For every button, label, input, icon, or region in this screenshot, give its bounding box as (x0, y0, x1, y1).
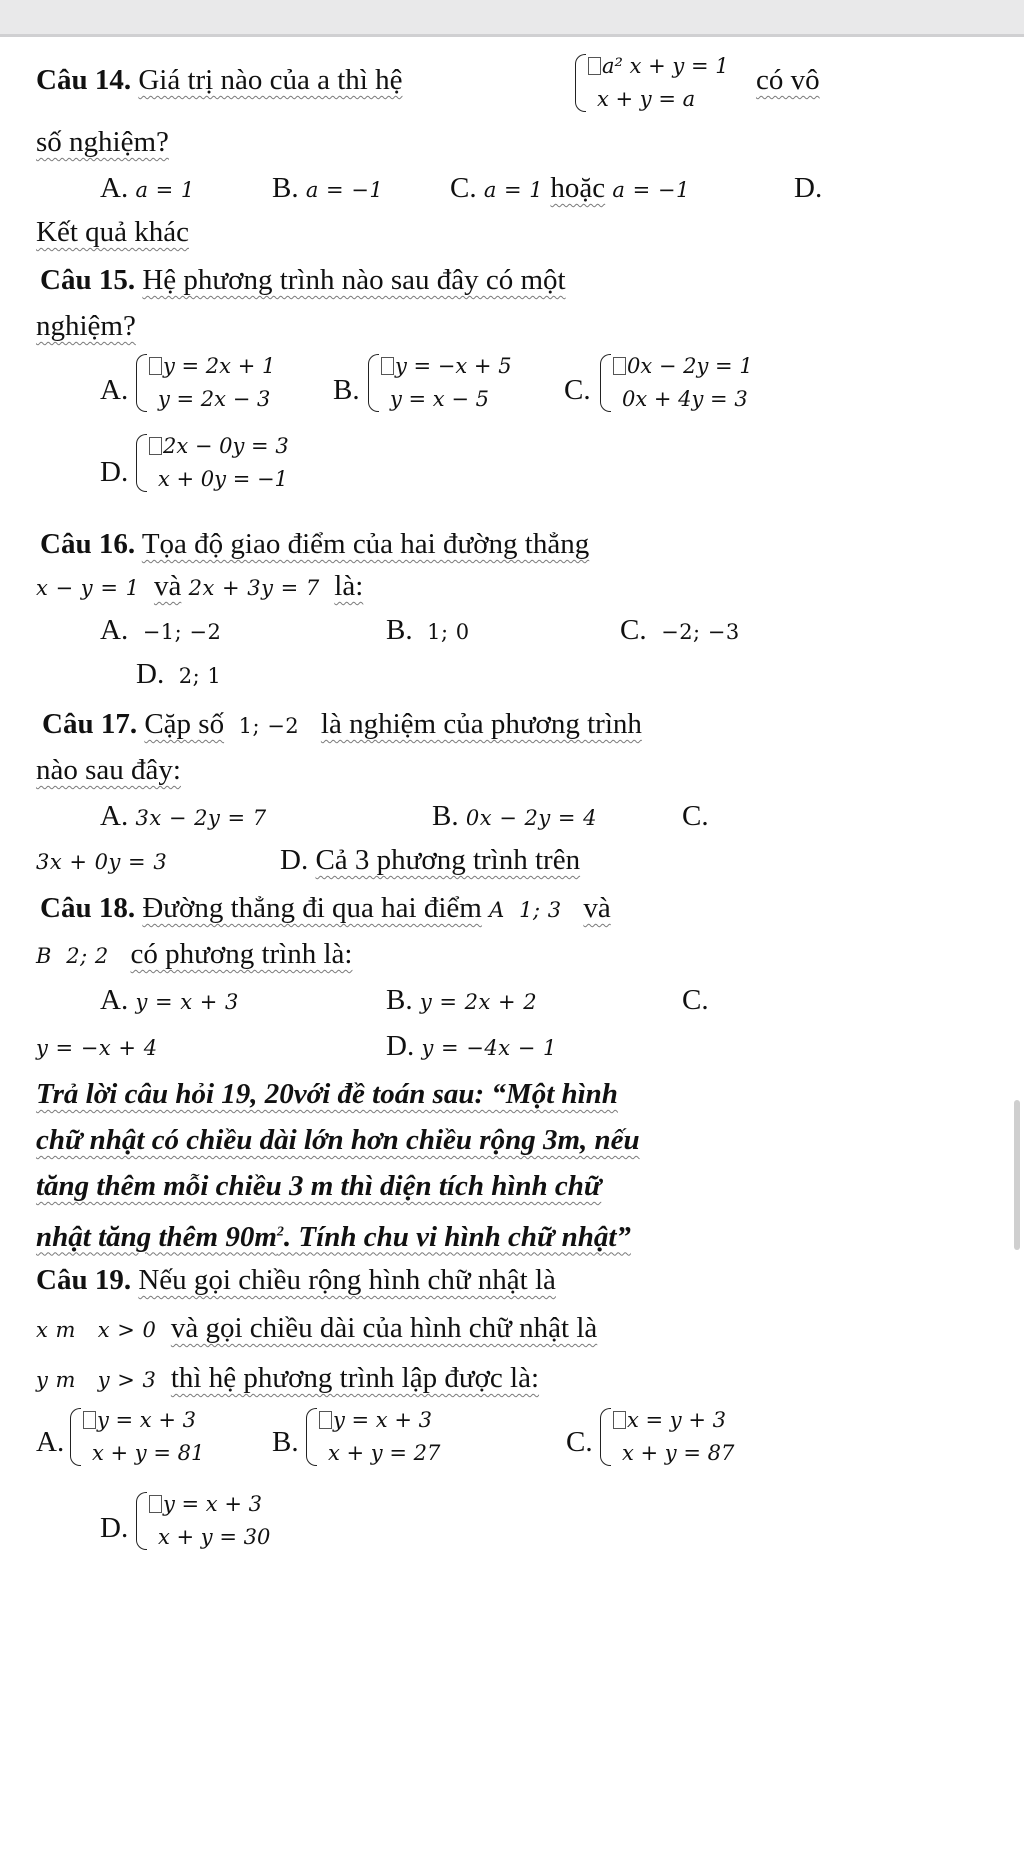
q14-text3: số nghiệm? (36, 126, 169, 158)
q15-option-d: 2x − 0y = 3 x + 0y = −1 (136, 434, 316, 494)
q16-option-b: B. 1; 0 (386, 614, 470, 646)
q18-option-c-label: C. (682, 984, 709, 1016)
intro-line1: Trả lời câu hỏi 19, 20với đề toán sau: “Một hình (36, 1078, 618, 1110)
q18-line2: B 2; 2 có phương trình là: (36, 938, 353, 970)
q14-text1: Giá trị nào của a thì hệ (138, 64, 403, 96)
q14-option-b: B. a = −1 (272, 172, 384, 204)
intro-line2: chữ nhật có chiều dài lớn hơn chiều rộng 3m, nếu (36, 1124, 640, 1156)
intro-line3: tăng thêm mỗi chiều 3 m thì diện tích hình chữ (36, 1170, 602, 1202)
q14-option-c: C. a = 1 hoặc a = −1 (450, 172, 690, 204)
q14-option-a: A. a = 1 (100, 172, 195, 204)
intro-line4: nhật tăng thêm $90m^2$. Tính chu vi hình chữ nhật” (36, 1220, 631, 1253)
q18-option-c: y = −x + 4 (36, 1036, 158, 1060)
q14-option-d: Kết quả khác (36, 216, 189, 248)
q15-option-d-label: D. (100, 456, 129, 488)
q18-option-a: A. y = x + 3 (100, 984, 239, 1016)
q19-option-a-label: A. (36, 1426, 65, 1458)
q15-option-c: 0x − 2y = 1 0x + 4y = 3 (600, 354, 780, 414)
q19-line1: Câu 19. Nếu gọi chiều rộng hình chữ nhật là (36, 1264, 556, 1296)
q17-option-a: A. 3x − 2y = 7 (100, 800, 267, 832)
q15-option-c-label: C. (564, 374, 591, 406)
q16-line2: x − y = 1 và 2x + 3y = 7 là: (36, 570, 364, 602)
q15-option-a-label: A. (100, 374, 129, 406)
q15-text1: Hệ phương trình nào sau đây có một (142, 264, 566, 296)
q19-option-d-label: D. (100, 1512, 129, 1544)
q18-option-d: D. y = −4x − 1 (386, 1030, 557, 1062)
q19-line2: x m x > 0 và gọi chiều dài của hình chữ nhật là (36, 1312, 598, 1344)
q14-eq2: x + y = a (597, 87, 696, 111)
q16-option-d: D. 2; 1 (136, 658, 222, 690)
q17-option-b: B. 0x − 2y = 4 (432, 800, 598, 832)
q19-option-c: x = y + 3 x + y = 87 (600, 1408, 770, 1468)
q19-option-b-label: B. (272, 1426, 299, 1458)
q18-line1: Câu 18. Đường thẳng đi qua hai điểm A 1; 3 và (40, 892, 611, 924)
q17-option-c: 3x + 0y = 3 (36, 850, 168, 874)
q17-text3: nào sau đây: (36, 754, 181, 786)
q16-option-a: A. −1; −2 (100, 614, 222, 646)
q17-option-d: D. Cả 3 phương trình trên (280, 844, 581, 876)
q15-option-a: y = 2x + 1 y = 2x − 3 (136, 354, 296, 414)
q15-option-b-label: B. (333, 374, 360, 406)
q19-line3: y m y > 3 thì hệ phương trình lập được là: (36, 1362, 540, 1394)
q17-option-c-label: C. (682, 800, 709, 832)
q15-line1 (40, 262, 566, 298)
q19-option-d: y = x + 3 x + y = 30 (136, 1492, 306, 1552)
q18-option-b: B. y = 2x + 2 (386, 984, 538, 1016)
q14-option-d-label: D. (794, 172, 823, 204)
q15-head: Câu 15. (40, 264, 136, 296)
q16-option-c: C. −2; −3 (620, 614, 740, 646)
q14-eq1: a² x + y = 1 (602, 54, 729, 78)
scrollbar[interactable] (1014, 1100, 1020, 1250)
top-bar (0, 0, 1024, 37)
q14-text2: có vô (756, 64, 820, 96)
q15-option-b: y = −x + 5 y = x − 5 (368, 354, 538, 414)
q17-line1: Câu 17. Cặp số 1; −2 là nghiệm của phương trình (42, 708, 642, 740)
q19-option-a: y = x + 3 x + y = 81 (70, 1408, 240, 1468)
q19-option-c-label: C. (566, 1426, 593, 1458)
q14-system (575, 54, 745, 114)
q19-option-b: y = x + 3 x + y = 27 (306, 1408, 476, 1468)
q14-head: Câu 14. (36, 64, 132, 96)
q15-text2: nghiệm? (36, 310, 136, 342)
q16-line1: Câu 16. Tọa độ giao điểm của hai đường thẳng (40, 528, 590, 560)
q14-line1 (36, 62, 402, 98)
